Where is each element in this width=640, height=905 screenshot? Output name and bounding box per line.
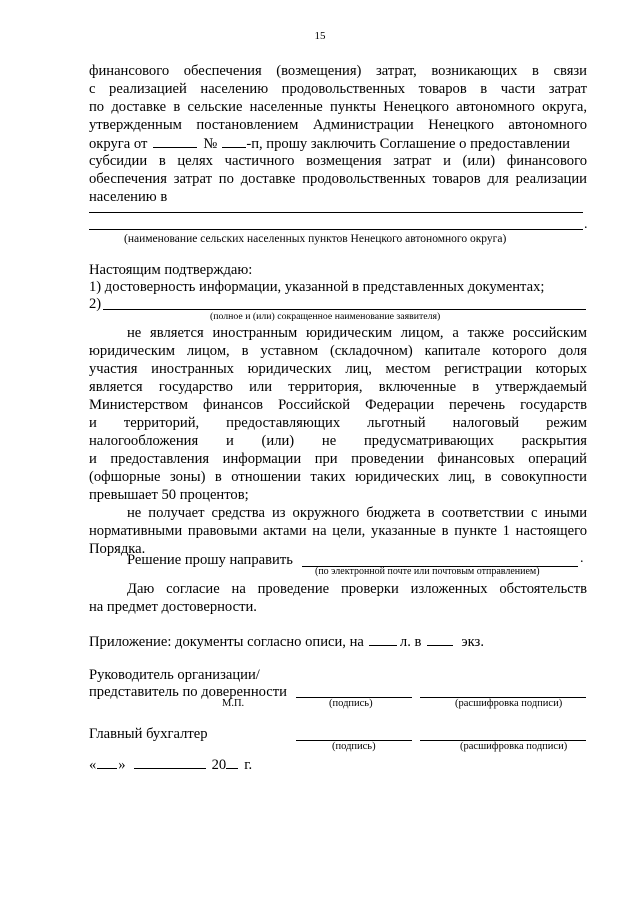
foreign-line-2: юридическим лицом, в уставном (складочном) капитале которого доля <box>89 343 587 359</box>
foreign-line-5: Министерством финансов Российской Федерации перечень государств <box>89 397 587 413</box>
date-year-suffix: г. <box>244 757 253 773</box>
date-year-prefix: 20 <box>211 757 227 773</box>
foreign-line-9: (офшорные зоны) в отношении таких юридических лиц, в совокупности <box>89 469 587 485</box>
intro-line-7: обеспечения затрат по доставке продовольственных товаров для реализации <box>89 171 587 187</box>
intro-line-5-prefix: округа от <box>89 136 148 152</box>
foreign-line-6: и территорий, предоставляющих льготный налоговый режим <box>89 415 587 431</box>
date-line <box>89 755 252 774</box>
attachment-pages-blank[interactable] <box>369 632 397 646</box>
head-title-line-2: представитель по доверенности <box>89 684 287 700</box>
intro-line-5 <box>89 134 587 153</box>
applicant-name-line[interactable] <box>103 309 586 310</box>
confirm-title: Настоящим подтверждаю: <box>89 262 253 278</box>
head-signature-caption: (подпись) <box>329 698 373 709</box>
foreign-line-1: не является иностранным юридическим лицом, а также российским <box>127 325 587 341</box>
foreign-line-4: является государство или территория, включенные в утверждаемый <box>89 379 587 395</box>
intro-line-1: финансового обеспечения (возмещения) затрат, возникающих в связи <box>89 63 587 79</box>
attachment-copies-blank[interactable] <box>427 632 453 646</box>
decision-label: Решение прошу направить <box>127 552 293 568</box>
decision-period: . <box>580 551 584 566</box>
accountant-title: Главный бухгалтер <box>89 726 208 742</box>
stamp-label: М.П. <box>222 698 245 709</box>
decision-caption: (по электронной почте или почтовым отправлением) <box>315 566 540 577</box>
budget-last-line: Порядка. <box>89 541 146 557</box>
foreign-last-line: превышает 50 процентов; <box>89 487 249 503</box>
attachment-suffix: экз. <box>461 634 484 650</box>
attachment-prefix: Приложение: документы согласно описи, на <box>89 634 364 650</box>
budget-line-1: не получает средства из окружного бюджета в соответствии с иными <box>127 505 587 521</box>
foreign-line-3: участия иностранных юридических лиц, местом регистрации которых <box>89 361 587 377</box>
intro-line-3: по доставке в сельские населенные пункты Ненецкого автономного округа, <box>89 99 587 115</box>
head-decoding-caption: (расшифровка подписи) <box>455 698 563 709</box>
page-number: 15 <box>314 30 326 42</box>
foreign-line-7: налогообложения и (или) не предусматривающих раскрытия <box>89 433 587 449</box>
consent-line-1: Даю согласие на проведение проверки изложенных обстоятельств <box>127 581 587 597</box>
settlements-period: . <box>584 217 588 232</box>
budget-line-2: нормативными правовыми актами на цели, указанные в пункте 1 настоящего <box>89 523 587 539</box>
accountant-decoding-caption: (расшифровка подписи) <box>460 741 568 752</box>
date-month-blank[interactable] <box>134 755 206 769</box>
confirm-item-2-prefix: 2) <box>89 296 102 312</box>
order-number-blank[interactable] <box>222 134 246 148</box>
intro-line-5-number-sign: № <box>203 136 218 152</box>
settlements-caption: (наименование сельских населенных пунктов Ненецкого автономного округа) <box>124 233 507 245</box>
consent-line-2: на предмет достоверности. <box>89 599 257 615</box>
date-year-blank[interactable] <box>226 755 238 769</box>
confirm-item-1: 1) достоверность информации, указанной в представленных документах; <box>89 279 545 295</box>
intro-line-4: утвержденным постановлением Администрации Ненецкого автономного <box>89 117 587 133</box>
settlements-line-2[interactable] <box>89 229 583 230</box>
settlements-line-1[interactable] <box>89 212 583 213</box>
head-title-line-1: Руководитель организации/ <box>89 667 260 683</box>
applicant-name-caption: (полное и (или) сокращенное наименование заявителя) <box>210 311 441 322</box>
intro-line-2: с реализацией населению продовольственных товаров в части затрат <box>89 81 587 97</box>
date-open-quote: « <box>89 757 97 773</box>
intro-last-line: населению в <box>89 189 168 205</box>
date-day-blank[interactable] <box>97 755 117 769</box>
accountant-signature-caption: (подпись) <box>332 741 376 752</box>
order-date-blank[interactable] <box>153 134 197 148</box>
attachment-mid: л. в <box>399 634 422 650</box>
intro-line-5-suffix: -п, прошу заключить Соглашение о предоставлении <box>246 136 570 152</box>
intro-line-6: субсидии в целях частичного возмещения затрат и (или) финансового <box>89 153 587 169</box>
attachment-line <box>89 632 484 651</box>
foreign-line-8: и предоставления информации при проведении финансовых операций <box>89 451 587 467</box>
date-close-quote: » <box>118 757 126 773</box>
